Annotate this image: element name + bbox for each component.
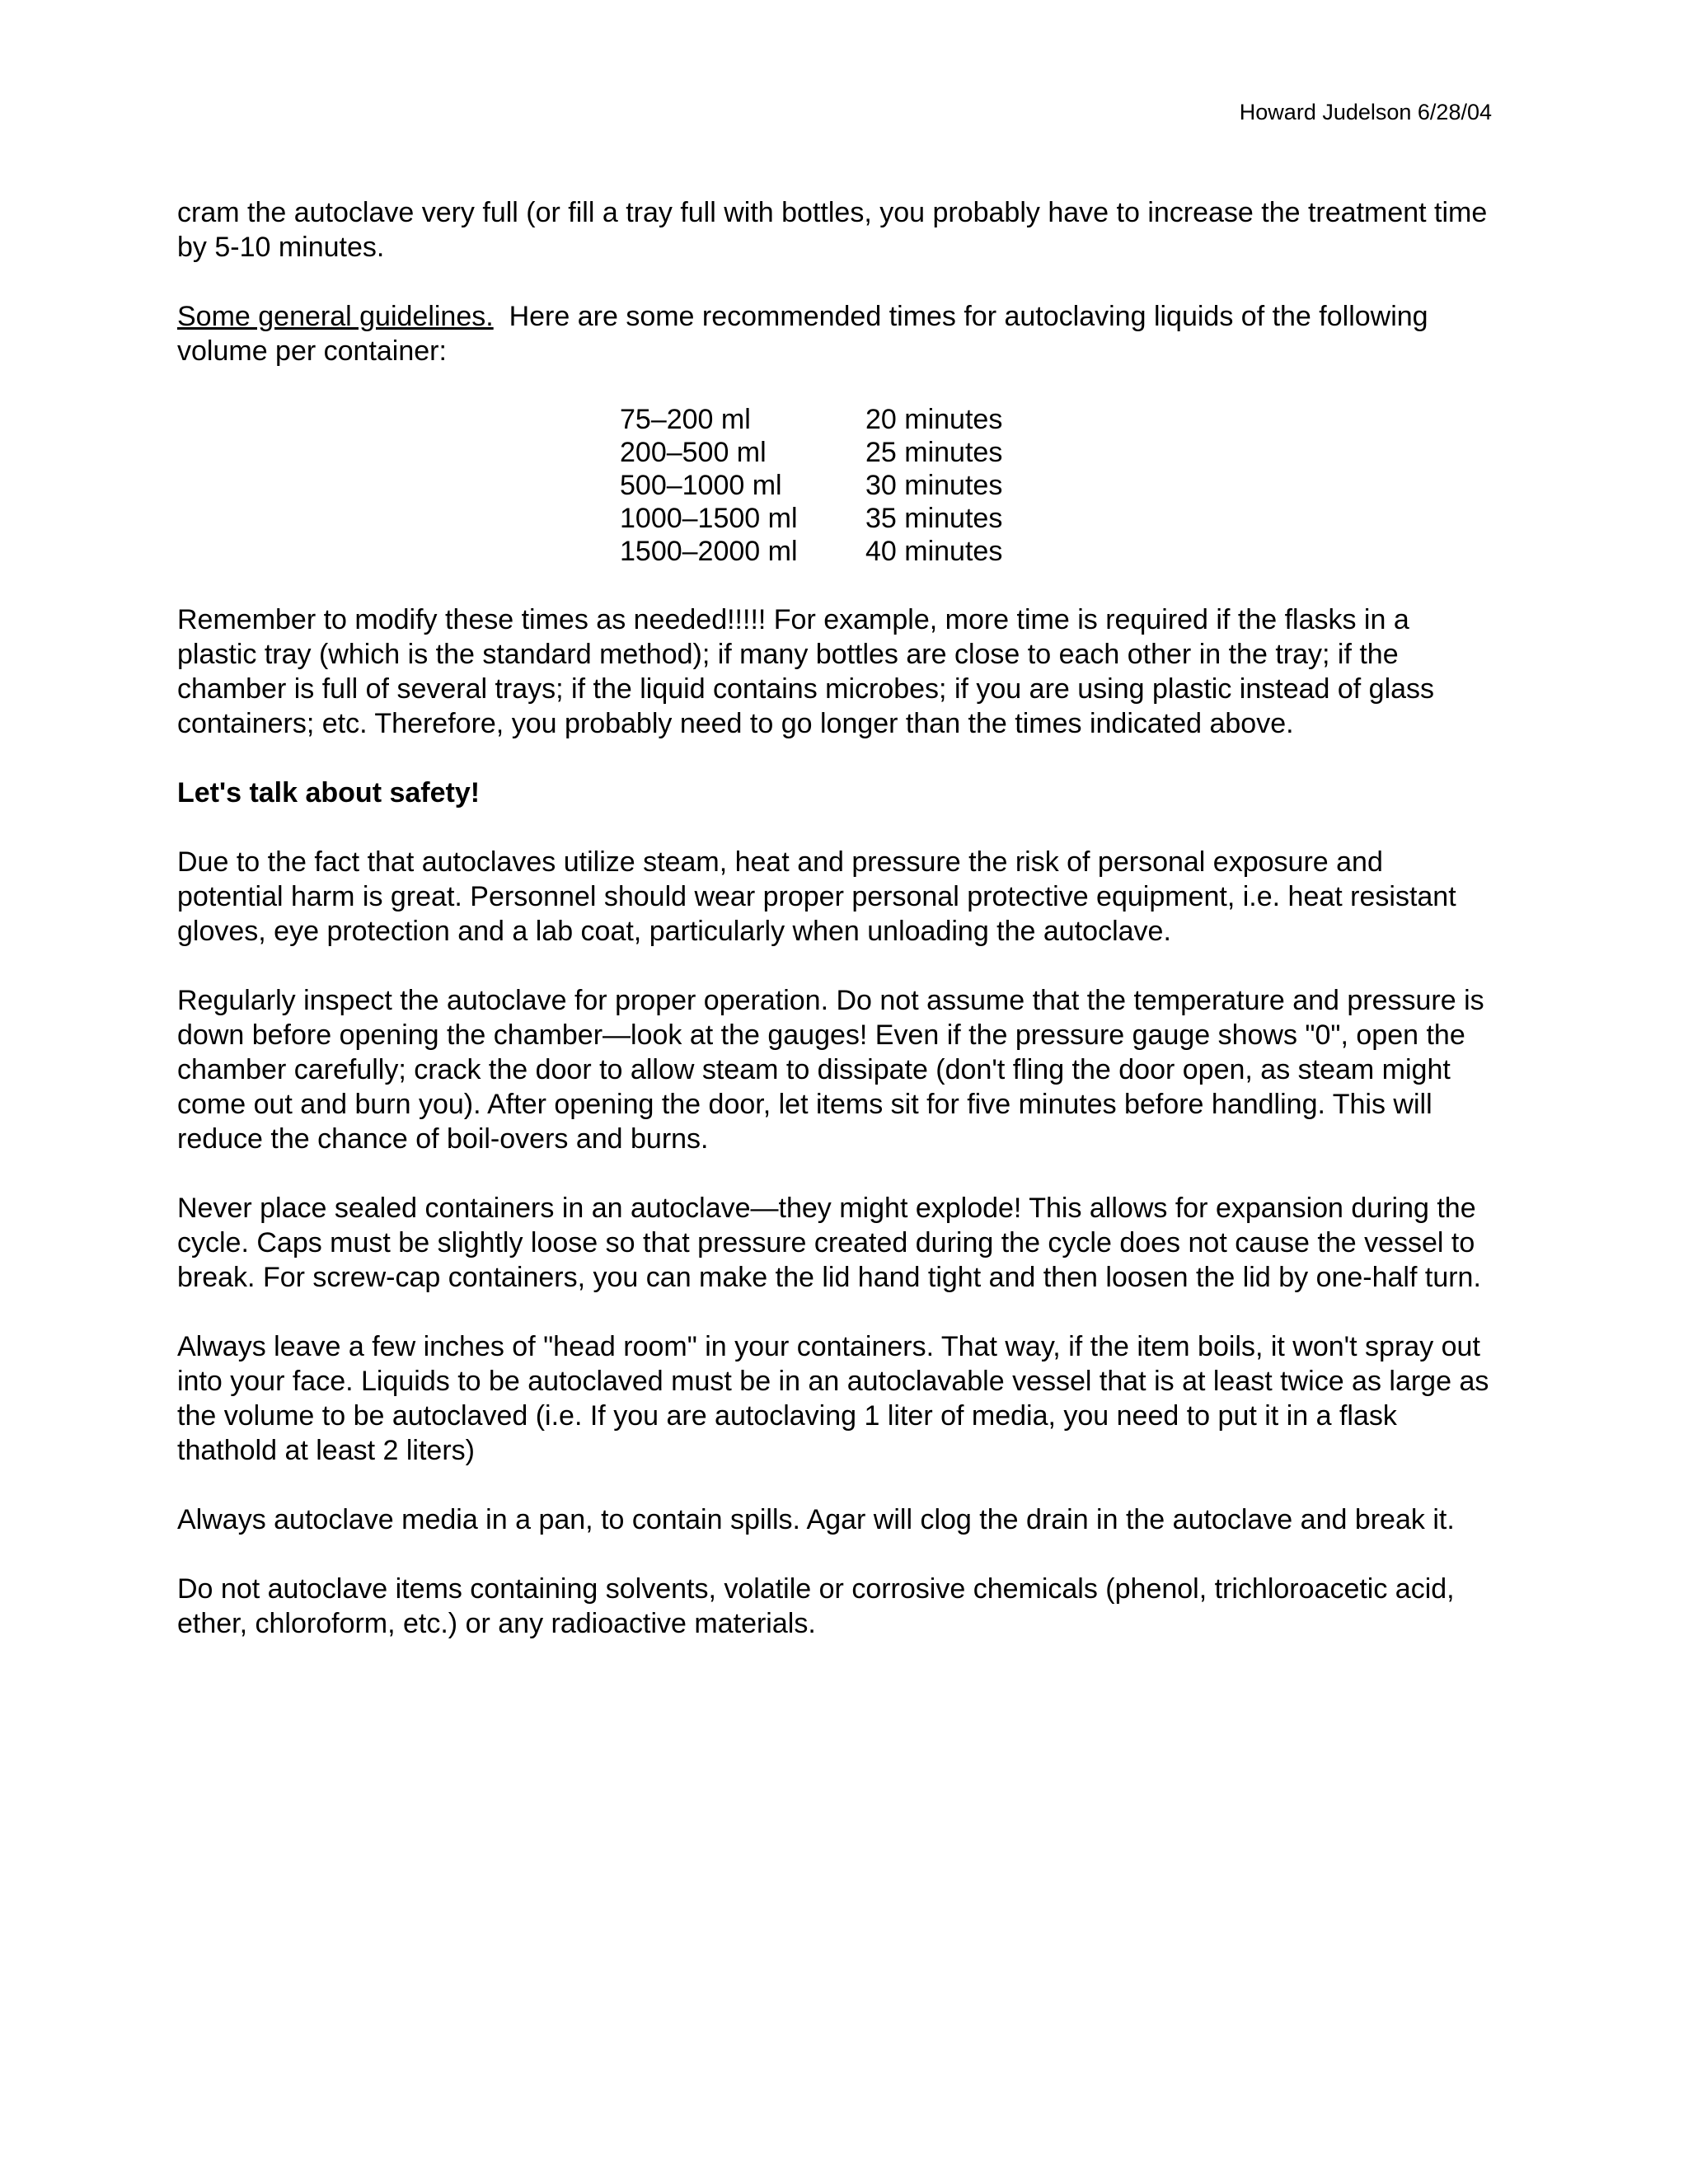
volume-cell: 200–500 ml: [620, 437, 767, 468]
autoclave-times-table: [620, 403, 1002, 568]
volume-cell: 75–200 ml: [620, 404, 751, 435]
paragraph-no-solvents: Do not autoclave items containing solvents, volatile or corrosive chemicals (phenol, trichloroacetic acid, ether, chloroform, etc.) or any radioactive materials.: [177, 1573, 1455, 1639]
paragraph-head-room: Always leave a few inches of "head room" in your containers. That way, if the item boils, it won't spray out into your face. Liquids to be autoclaved must be in an autoclavable vessel that is at least twice as large as the volume to be autoclaved (i.e. If you are autoclaving 1 liter of media, you need to put it in a flask thathold at least 2 liters): [177, 1331, 1489, 1466]
paragraph-media-pan: Always autoclave media in a pan, to contain spills. Agar will clog the drain in the autoclave and break it.: [177, 1504, 1455, 1535]
volume-cell: 500–1000 ml: [620, 470, 782, 501]
document-body: [177, 195, 1496, 1675]
safety-heading: Let's talk about safety!: [177, 777, 481, 808]
paragraph-inspect: Regularly inspect the autoclave for proper operation. Do not assume that the temperature and pressure is down before opening the chamber—look at the gauges! Even if the pressure gauge shows "0", open the chamber carefully; crack the door to allow steam to dissipate (don't fling the door open, as steam might come out and burn you). After opening the door, let items sit for five minutes before handling. This will reduce the chance of boil-overs and burns.: [177, 985, 1484, 1155]
paragraph-guidelines-intro: [177, 299, 1496, 368]
table-row: [620, 403, 1002, 436]
guidelines-intro-text: Here are some recommended times for autoclaving liquids of the following volume per container:: [177, 301, 1437, 367]
header-author-date: Howard Judelson 6/28/04: [1239, 100, 1492, 124]
table-row: [620, 535, 1002, 568]
paragraph-continuation: cram the autoclave very full (or fill a tray full with bottles, you probably have to increase the treatment time by 5-10 minutes.: [177, 197, 1488, 263]
volume-cell: 1000–1500 ml: [620, 503, 798, 534]
paragraph-ppe: Due to the fact that autoclaves utilize steam, heat and pressure the risk of personal exposure and potential harm is great. Personnel should wear proper personal protective equipment, i.e. heat resistant gloves, eye protection and a lab coat, particularly when unloading the autoclave.: [177, 846, 1456, 947]
paragraph-sealed-containers: Never place sealed containers in an autoclave—they might explode! This allows for expansion during the cycle. Caps must be slightly loose so that pressure created during the cycle does not cause the vessel to break. For screw-cap containers, you can make the lid hand tight and then loosen the lid by one-half turn.: [177, 1193, 1481, 1293]
paragraph-modify-times: Remember to modify these times as needed!!!!! For example, more time is required if the flasks in a plastic tray (which is the standard method); if many bottles are close to each other in the tray; if the chamber is full of several trays; if the liquid contains microbes; if you are using plastic instead of glass containers; etc. Therefore, you probably need to go longer than the times indicated above.: [177, 604, 1435, 739]
table-row: [620, 502, 1002, 535]
volume-cell: 1500–2000 ml: [620, 536, 798, 567]
table-row: [620, 469, 1002, 502]
table-row: [620, 436, 1002, 469]
time-cell: 20 minutes: [865, 404, 1003, 435]
time-cell: 25 minutes: [865, 437, 1003, 468]
time-cell: 35 minutes: [865, 503, 1003, 534]
time-cell: 30 minutes: [865, 470, 1003, 501]
guidelines-heading: Some general guidelines.: [177, 301, 494, 332]
time-cell: 40 minutes: [865, 536, 1003, 567]
